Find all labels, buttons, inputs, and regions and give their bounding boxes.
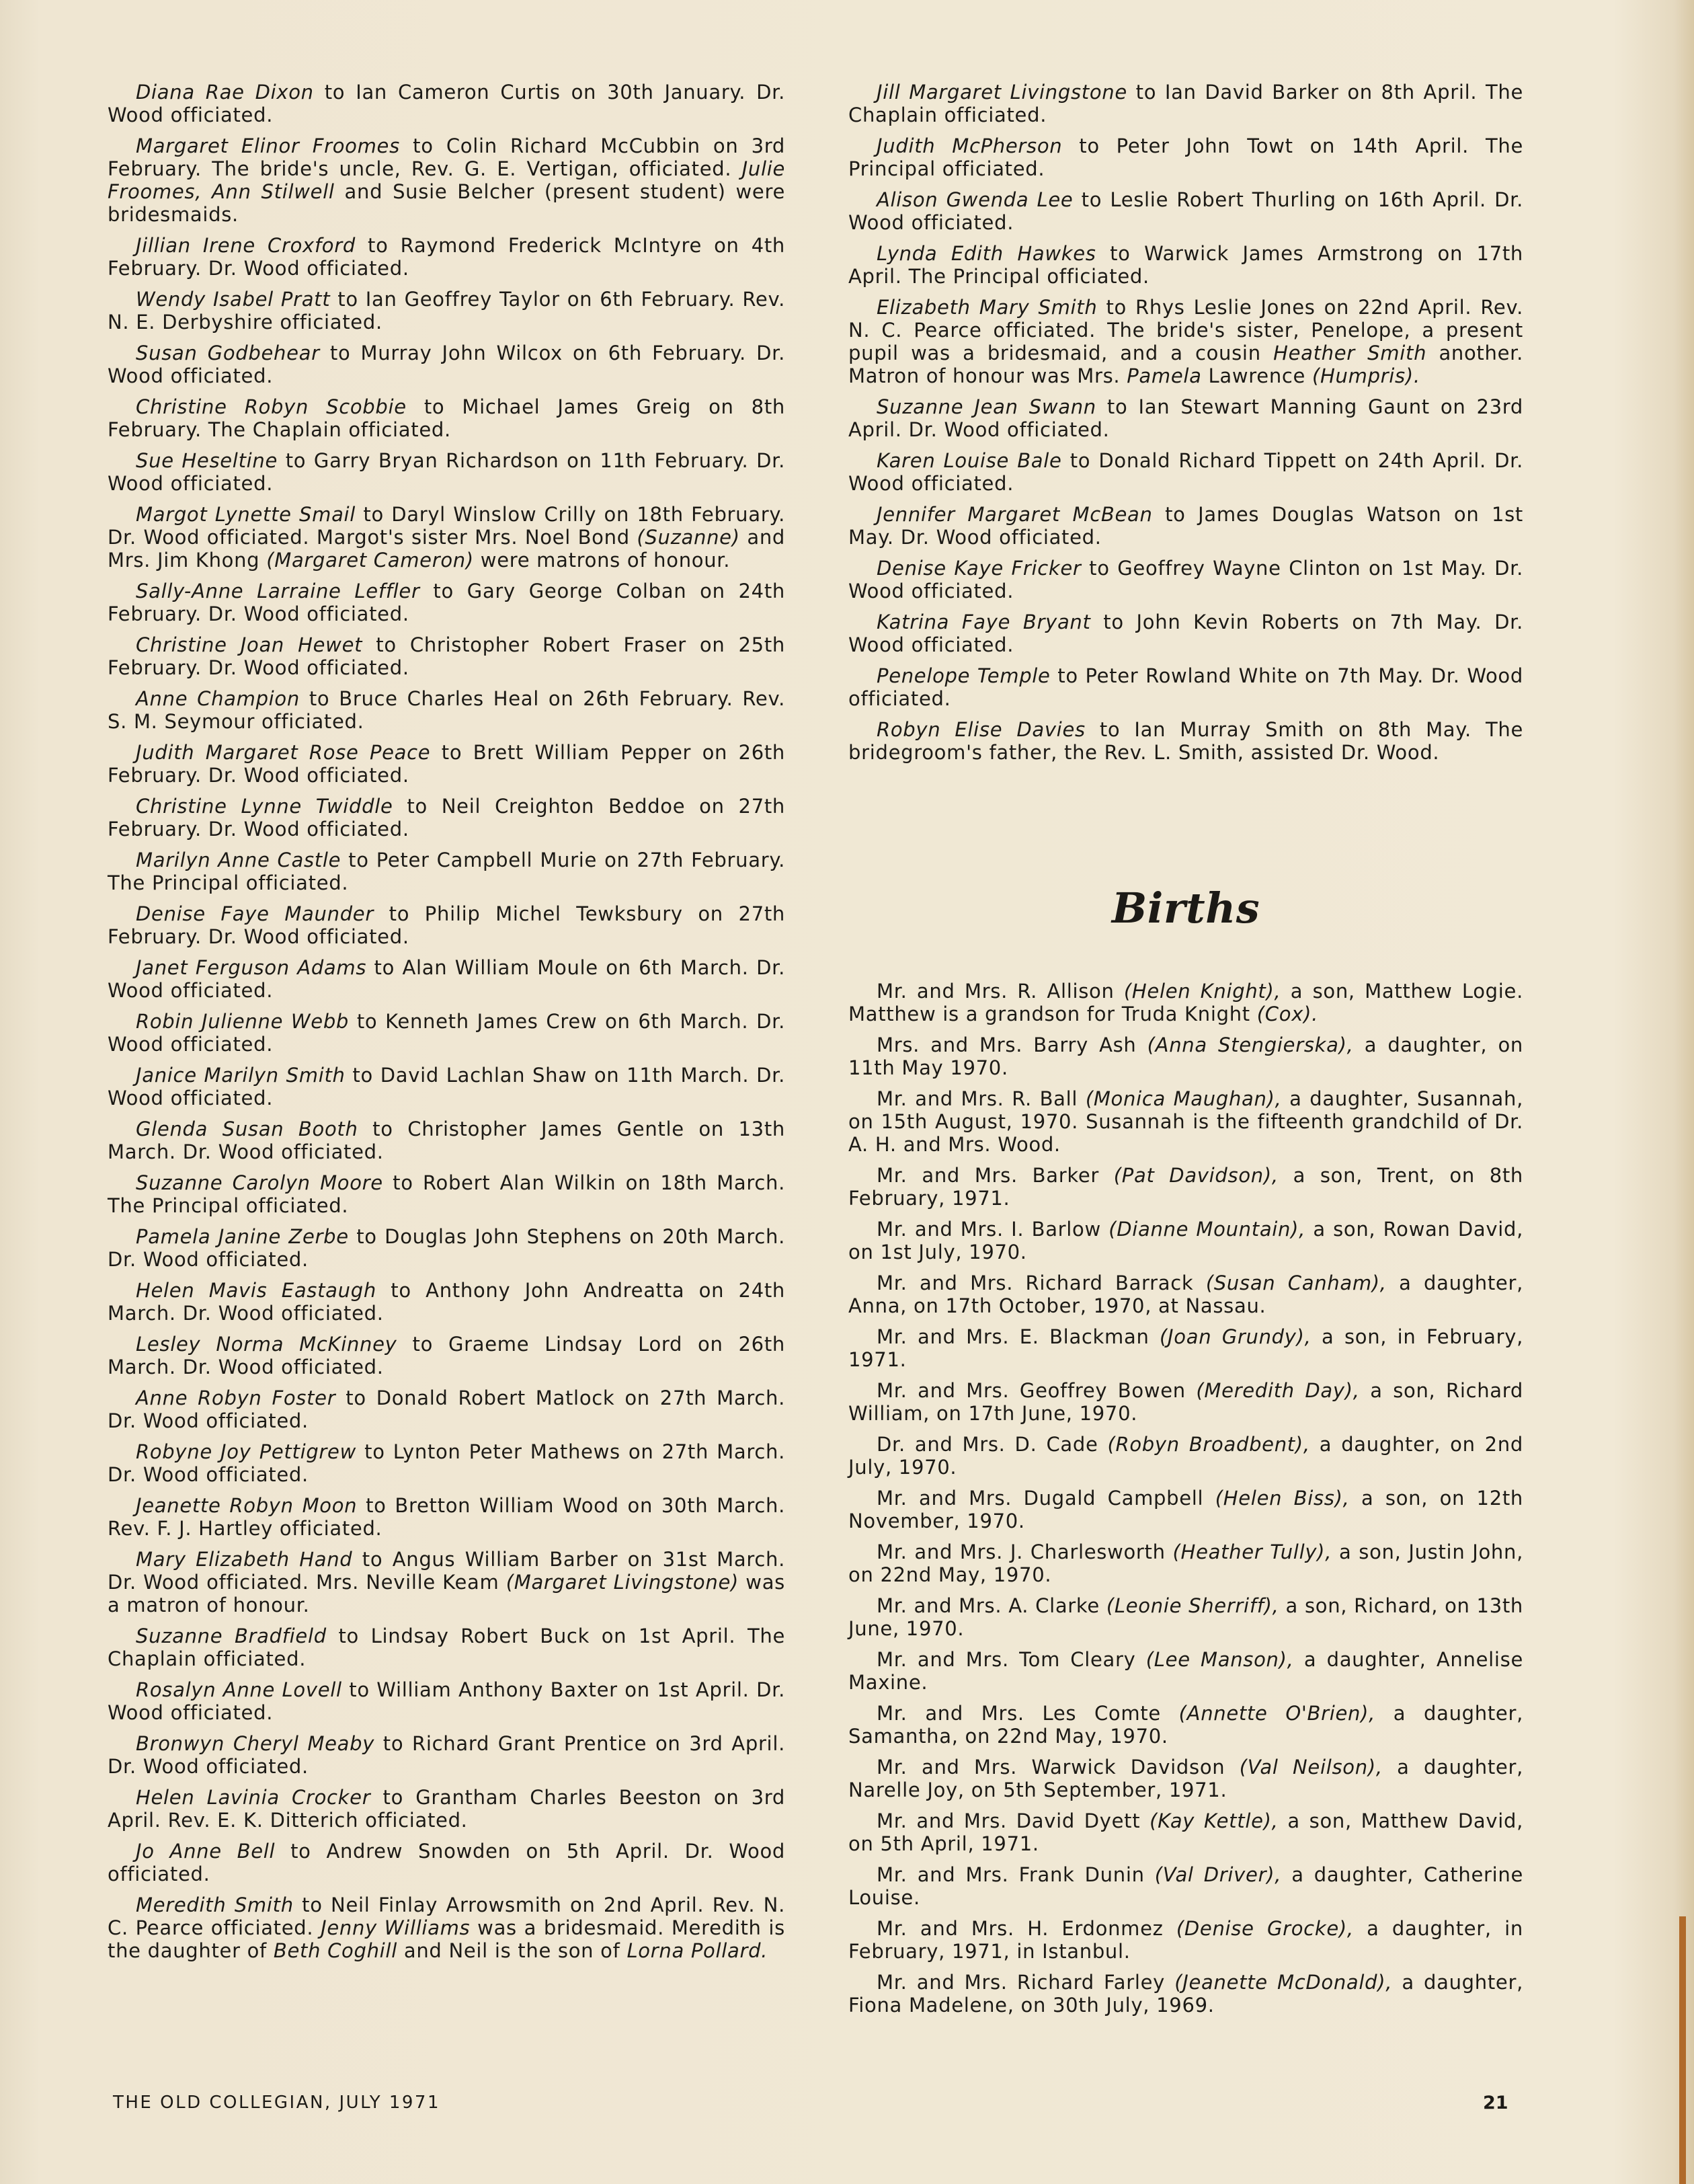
right-column — [848, 81, 1523, 2025]
entry-name-italic: Marilyn Anne Castle — [136, 849, 341, 871]
wedding-entry — [848, 664, 1523, 710]
entry-name-italic: Robin Julienne Webb — [136, 1010, 350, 1033]
entry-text: to Neil Finlay Arrowsmith on 2nd April. Rev. N. C. Pearce officiated. — [108, 1894, 785, 1939]
birth-entry — [848, 1809, 1523, 1855]
entry-name-italic: (Humpris). — [1312, 364, 1420, 387]
wedding-entry — [108, 1786, 785, 1832]
entry-name-italic: Anne Robyn Foster — [136, 1387, 336, 1409]
entry-text: to Michael James Greig on 8th February. The Chaplain officiated. — [108, 395, 785, 441]
birth-entry — [848, 1433, 1523, 1479]
wedding-entry — [848, 134, 1523, 180]
birth-entry — [848, 1218, 1523, 1263]
entry-text: to Ian Stewart Manning Gaunt on 23rd April. Dr. Wood officiated. — [848, 395, 1524, 441]
entry-text: a son, in February, 1971. — [848, 1325, 1523, 1371]
entry-name-italic: Christine Joan Hewet — [136, 633, 363, 656]
entry-name-italic: Margaret Elinor Froomes — [136, 134, 400, 157]
wedding-entry — [108, 1225, 785, 1271]
weddings-column-left — [108, 81, 785, 1970]
entry-name-italic: (Lee Manson), — [1145, 1648, 1294, 1671]
entry-name-italic: Jill Margaret Livingstone — [877, 81, 1127, 104]
entry-text: Mr. and Mrs. David Dyett — [877, 1809, 1150, 1832]
entry-text: to Ian Murray Smith on 8th May. The bridegroom's father, the Rev. L. Smith, assisted Dr. Wood. — [848, 718, 1523, 764]
entry-name-italic: (Val Neilson), — [1239, 1756, 1383, 1779]
entry-text: a son, Trent, on 8th February, 1971. — [848, 1164, 1524, 1210]
entry-name-italic: Judith Margaret Rose Peace — [136, 741, 431, 764]
entry-name-italic: (Val Driver), — [1154, 1863, 1282, 1886]
entry-name-italic: Meredith Smith — [136, 1894, 294, 1916]
entry-name-italic: Jenny Williams — [321, 1916, 471, 1939]
wedding-entry — [848, 395, 1523, 441]
entry-name-italic: Helen Mavis Eastaugh — [136, 1279, 376, 1302]
entry-text: Mr. and Mrs. H. Erdonmez — [877, 1917, 1176, 1940]
entry-name-italic: Rosalyn Anne Lovell — [136, 1678, 342, 1701]
wedding-entry — [108, 134, 785, 226]
entry-text: to Richard Grant Prentice on 3rd April. Dr. Wood officiated. — [108, 1732, 785, 1778]
wedding-entry — [848, 718, 1523, 764]
entry-text: Mr. and Mrs. R. Allison — [877, 980, 1124, 1003]
entry-name-italic: (Anna Stengierska), — [1147, 1034, 1354, 1056]
birth-entry — [848, 980, 1523, 1025]
entry-text: another. Matron of honour was Mrs. — [848, 342, 1524, 387]
entry-text: Mr. and Mrs. Frank Dunin — [877, 1863, 1155, 1886]
wedding-entry — [108, 580, 785, 625]
entry-text: to David Lachlan Shaw on 11th March. Dr. Wood officiated. — [108, 1064, 785, 1109]
entry-text: to Leslie Robert Thurling on 16th April. Dr. Wood officiated. — [848, 188, 1524, 234]
entry-text: to Gary George Colban on 24th February. Dr. Wood officiated. — [108, 580, 785, 625]
entry-name-italic: Suzanne Carolyn Moore — [136, 1171, 383, 1194]
entry-text: were matrons of honour. — [473, 549, 731, 572]
entry-name-italic: Robyne Joy Pettigrew — [136, 1440, 357, 1463]
entry-text: a daughter, on 2nd July, 1970. — [848, 1433, 1523, 1479]
page-number: 21 — [1483, 2093, 1508, 2113]
wedding-entry — [848, 296, 1523, 387]
entry-name-italic: (Jeanette McDonald), — [1174, 1971, 1393, 1994]
entry-name-italic: (Pat Davidson), — [1113, 1164, 1279, 1187]
entry-name-italic: Jennifer Margaret McBean — [877, 503, 1153, 526]
entry-text: a daughter, Narelle Joy, on 5th September, 1971. — [848, 1756, 1523, 1801]
wedding-entry — [108, 288, 785, 334]
wedding-entry — [108, 795, 785, 841]
birth-entry — [848, 1917, 1523, 1963]
wedding-entry — [108, 956, 785, 1002]
entry-text: to William Anthony Baxter on 1st April. Dr. Wood officiated. — [108, 1678, 785, 1724]
entry-text: to Peter Campbell Murie on 27th February. The Principal officiated. — [108, 849, 785, 894]
wedding-entry — [108, 687, 785, 733]
wedding-entry — [108, 1894, 785, 1962]
birth-entry — [848, 1594, 1523, 1640]
entry-text: to Donald Robert Matlock on 27th March. Dr. Wood officiated. — [108, 1387, 785, 1432]
entry-name-italic: (Annette O'Brien), — [1178, 1702, 1376, 1725]
wedding-entry — [108, 1678, 785, 1724]
entry-text: Lawrence — [1201, 364, 1313, 387]
entry-text: Mr. and Mrs. I. Barlow — [877, 1218, 1109, 1241]
wedding-entry — [108, 503, 785, 572]
birth-entry — [848, 1540, 1523, 1586]
entry-text: to Bruce Charles Heal on 26th February. Rev. S. M. Seymour officiated. — [108, 687, 785, 733]
entry-name-italic: Suzanne Jean Swann — [877, 395, 1096, 418]
entry-name-italic: Alison Gwenda Lee — [877, 188, 1074, 211]
wedding-entry — [848, 81, 1523, 126]
entry-text: to Douglas John Stephens on 20th March. Dr. Wood officiated. — [108, 1225, 785, 1271]
entry-text: Dr. and Mrs. D. Cade — [877, 1433, 1108, 1456]
entry-name-italic: Janice Marilyn Smith — [136, 1064, 346, 1087]
entry-name-italic: Sue Heseltine — [136, 449, 278, 472]
entry-name-italic: Pamela Janine Zerbe — [136, 1225, 349, 1248]
entry-name-italic: (Cox). — [1256, 1003, 1318, 1025]
entry-name-italic: Christine Robyn Scobbie — [136, 395, 407, 418]
wedding-entry — [108, 1625, 785, 1670]
entry-text: to Geoffrey Wayne Clinton on 1st May. Dr. Wood officiated. — [848, 557, 1523, 602]
entry-name-italic: (Susan Canham), — [1205, 1272, 1387, 1294]
entry-text: and Susie Belcher (present student) were bridesmaids. — [108, 180, 785, 226]
entry-text: Mr. and Mrs. Tom Cleary — [877, 1648, 1146, 1671]
entry-text: to Lynton Peter Mathews on 27th March. Dr. Wood officiated. — [108, 1440, 785, 1486]
entry-text: to Bretton William Wood on 30th March. Rev. F. J. Hartley officiated. — [108, 1494, 785, 1540]
birth-entry — [848, 1379, 1523, 1425]
entry-text: to Christopher James Gentle on 13th March. Dr. Wood officiated. — [108, 1118, 785, 1163]
entry-text: a daughter, Samantha, on 22nd May, 1970. — [848, 1702, 1523, 1748]
entry-text: to Lindsay Robert Buck on 1st April. The Chaplain officiated. — [108, 1625, 785, 1670]
birth-entry — [848, 1863, 1523, 1909]
entry-name-italic: Sally-Anne Larraine Leffler — [136, 580, 420, 602]
entry-text: a son, Rowan David, on 1st July, 1970. — [848, 1218, 1524, 1263]
wedding-entry — [108, 81, 785, 126]
wedding-entry — [108, 1548, 785, 1616]
wedding-entry — [108, 234, 785, 280]
entry-name-italic: Jeanette Robyn Moon — [136, 1494, 358, 1517]
entry-name-italic: (Helen Knight), — [1123, 980, 1281, 1003]
birth-entry — [848, 1702, 1523, 1748]
birth-entry — [848, 1325, 1523, 1371]
entry-text: was a bridesmaid. Meredith is the daughter of — [108, 1916, 785, 1962]
entry-text: a son, Justin John, on 22nd May, 1970. — [848, 1540, 1524, 1586]
wedding-entry — [108, 449, 785, 495]
entry-text: to Peter John Towt on 14th April. The Principal officiated. — [848, 134, 1523, 180]
entry-text: to Graeme Lindsay Lord on 26th March. Dr. Wood officiated. — [108, 1333, 785, 1378]
entry-text: a son, on 12th November, 1970. — [848, 1487, 1524, 1532]
entry-name-italic: Heather Smith — [1273, 342, 1427, 364]
wedding-entry — [108, 1440, 785, 1486]
wedding-entry — [108, 395, 785, 441]
entry-name-italic: Bronwyn Cheryl Meaby — [136, 1732, 375, 1755]
wedding-entry — [108, 342, 785, 387]
entry-text: to Neil Creighton Beddoe on 27th February. Dr. Wood officiated. — [108, 795, 785, 841]
entry-name-italic: (Robyn Broadbent), — [1107, 1433, 1310, 1456]
entry-text: a son, Matthew David, on 5th April, 1971. — [848, 1809, 1523, 1855]
entry-text: to Murray John Wilcox on 6th February. Dr. Wood officiated. — [108, 342, 786, 387]
entry-text: to John Kevin Roberts on 7th May. Dr. Wood officiated. — [848, 611, 1523, 656]
entry-name-italic: Wendy Isabel Pratt — [136, 288, 331, 311]
wedding-entry — [848, 503, 1523, 549]
wedding-entry — [108, 1118, 785, 1163]
entry-name-italic: (Suzanne) — [637, 526, 740, 549]
births-list — [848, 980, 1523, 2017]
entry-text: to Alan William Moule on 6th March. Dr. Wood officiated. — [108, 956, 785, 1002]
wedding-entry — [108, 741, 785, 787]
entry-name-italic: Denise Faye Maunder — [136, 902, 374, 925]
entry-text: a son, Richard William, on 17th June, 1970. — [848, 1379, 1524, 1425]
entry-name-italic: (Meredith Day), — [1196, 1379, 1360, 1402]
entry-text: a daughter, Fiona Madelene, on 30th July, 1969. — [848, 1971, 1523, 2017]
entry-name-italic: Christine Lynne Twiddle — [136, 795, 393, 818]
entry-text: a daughter, on 11th May 1970. — [848, 1034, 1524, 1079]
publication-footer: THE OLD COLLEGIAN, JULY 1971 — [113, 2093, 441, 2113]
entry-name-italic: Beth Coghill — [273, 1939, 397, 1962]
wedding-entry — [848, 449, 1523, 495]
entry-name-italic: Elizabeth Mary Smith — [877, 296, 1098, 319]
entry-text: to Ian Cameron Curtis on 30th January. Dr. Wood officiated. — [108, 81, 785, 126]
birth-entry — [848, 1272, 1523, 1317]
wedding-entry — [108, 1279, 785, 1325]
entry-text: to Robert Alan Wilkin on 18th March. The Principal officiated. — [108, 1171, 786, 1217]
entry-text: a daughter, Susannah, on 15th August, 1970. Susannah is the fifteenth grandchild of Dr. A. H. and Mrs. Wood. — [848, 1087, 1523, 1156]
entry-name-italic: Penelope Temple — [877, 664, 1051, 687]
wedding-entry — [108, 1387, 785, 1432]
entry-name-italic: Denise Kaye Fricker — [877, 557, 1082, 580]
entry-name-italic: Karen Louise Bale — [877, 449, 1062, 472]
entry-text: Mr. and Mrs. J. Charlesworth — [877, 1540, 1173, 1563]
entry-name-italic: (Margaret Livingstone) — [506, 1571, 739, 1594]
entry-text: to Angus William Barber on 31st March. Dr. Wood officiated. Mrs. Neville Keam — [108, 1548, 785, 1594]
entry-name-italic: Lorna Pollard. — [627, 1939, 768, 1962]
wedding-entry — [108, 1333, 785, 1378]
entry-text: and Neil is the son of — [397, 1939, 627, 1962]
entry-name-italic: Anne Champion — [136, 687, 300, 710]
entry-name-italic: Diana Rae Dixon — [136, 81, 314, 104]
entry-name-italic: Jillian Irene Croxford — [136, 234, 356, 257]
entry-text: to Daryl Winslow Crilly on 18th February. Dr. Wood officiated. Margot's sister Mrs. Noel Bond — [108, 503, 785, 549]
entry-text: a son, Matthew Logie. Matthew is a grandson for Truda Knight — [848, 980, 1523, 1025]
entry-name-italic: Pamela — [1127, 364, 1202, 387]
entry-name-italic: Julie Froomes, Ann Stilwell — [108, 157, 785, 203]
entry-text: Mr. and Mrs. R. Ball — [877, 1087, 1086, 1110]
entry-text: a daughter, Annelise Maxine. — [848, 1648, 1523, 1694]
entry-name-italic: Judith McPherson — [877, 134, 1063, 157]
birth-entry — [848, 1487, 1523, 1532]
entry-name-italic: Glenda Susan Booth — [136, 1118, 358, 1140]
wedding-entry — [848, 188, 1523, 234]
wedding-entry — [108, 902, 785, 948]
wedding-entry — [848, 557, 1523, 602]
entry-text: to Andrew Snowden on 5th April. Dr. Wood officiated. — [108, 1840, 785, 1885]
wedding-entry — [848, 611, 1523, 656]
wedding-entry — [108, 1732, 785, 1778]
entry-text: Mr. and Mrs. Les Comte — [877, 1702, 1179, 1725]
wedding-entry — [108, 1064, 785, 1109]
entry-name-italic: Lynda Edith Hawkes — [877, 242, 1096, 265]
entry-name-italic: (Joan Grundy), — [1160, 1325, 1312, 1348]
entry-text: Mr. and Mrs. Dugald Campbell — [877, 1487, 1215, 1510]
entry-name-italic: Suzanne Bradfield — [136, 1625, 327, 1647]
entry-text: to Kenneth James Crew on 6th March. Dr. Wood officiated. — [108, 1010, 785, 1056]
entry-name-italic: (Leonie Sherriff), — [1106, 1594, 1279, 1617]
entry-name-italic: Mary Elizabeth Hand — [136, 1548, 353, 1571]
entry-text: a son, Richard, on 13th June, 1970. — [848, 1594, 1524, 1640]
entry-text: a daughter, Anna, on 17th October, 1970, at Nassau. — [848, 1272, 1524, 1317]
entry-text: Mr. and Mrs. E. Blackman — [877, 1325, 1160, 1348]
entry-text: to Brett William Pepper on 26th February. Dr. Wood officiated. — [108, 741, 786, 787]
entry-name-italic: (Heather Tully), — [1172, 1540, 1332, 1563]
entry-text: Mr. and Mrs. Geoffrey Bowen — [877, 1379, 1197, 1402]
entry-text: to James Douglas Watson on 1st May. Dr. Wood officiated. — [848, 503, 1523, 549]
births-heading: Births — [1111, 884, 1260, 933]
entry-text: Mr. and Mrs. Warwick Davidson — [877, 1756, 1240, 1779]
entry-text: to Peter Rowland White on 7th May. Dr. Wood officiated. — [848, 664, 1523, 710]
entry-text: Mr. and Mrs. Barker — [877, 1164, 1114, 1187]
entry-text: Mr. and Mrs. Richard Farley — [877, 1971, 1175, 1994]
wedding-entry — [848, 242, 1523, 288]
entry-text: Mrs. and Mrs. Barry Ash — [877, 1034, 1147, 1056]
birth-entry — [848, 1164, 1523, 1210]
page-edge-stripe — [1679, 1916, 1686, 2184]
entry-name-italic: Robyn Elise Davies — [877, 718, 1086, 741]
wedding-entry — [108, 1494, 785, 1540]
entry-text: to Rhys Leslie Jones on 22nd April. Rev. N. C. Pearce officiated. The bride's sister, Penelope, a present pupil was a bridesmaid, and a cousin — [848, 296, 1523, 364]
entry-name-italic: Janet Ferguson Adams — [136, 956, 367, 979]
birth-entry — [848, 1971, 1523, 2017]
entry-name-italic: (Helen Biss), — [1215, 1487, 1350, 1510]
entry-text: and Mrs. Jim Khong — [108, 526, 786, 572]
entry-name-italic: (Dianne Mountain), — [1108, 1218, 1306, 1241]
entry-text: to Donald Richard Tippett on 24th April. Dr. Wood officiated. — [848, 449, 1523, 495]
entry-text: to Ian David Barker on 8th April. The Chaplain officiated. — [848, 81, 1523, 126]
birth-entry — [848, 1648, 1523, 1694]
entry-name-italic: Helen Lavinia Crocker — [136, 1786, 371, 1809]
entry-text: Mr. and Mrs. Richard Barrack — [877, 1272, 1206, 1294]
wedding-entry — [108, 1840, 785, 1885]
entry-text: to Warwick James Armstrong on 17th April. The Principal officiated. — [848, 242, 1524, 288]
entry-text: to Ian Geoffrey Taylor on 6th February. Rev. N. E. Derbyshire officiated. — [108, 288, 785, 334]
entry-name-italic: Katrina Faye Bryant — [877, 611, 1091, 633]
entry-name-italic: (Margaret Cameron) — [266, 549, 474, 572]
entry-name-italic: (Monica Maughan), — [1085, 1087, 1282, 1110]
entry-text: to Raymond Frederick McIntyre on 4th February. Dr. Wood officiated. — [108, 234, 785, 280]
entry-text: to Anthony John Andreatta on 24th March. Dr. Wood officiated. — [108, 1279, 786, 1325]
entry-text: to Philip Michel Tewksbury on 27th February. Dr. Wood officiated. — [108, 902, 785, 948]
entry-text: a daughter, in February, 1971, in Istanbul. — [848, 1917, 1523, 1963]
wedding-entry — [108, 1171, 785, 1217]
wedding-entry — [108, 1010, 785, 1056]
entry-name-italic: (Kay Kettle), — [1150, 1809, 1279, 1832]
weddings-column-right — [848, 81, 1523, 764]
entry-name-italic: Margot Lynette Smail — [136, 503, 356, 526]
entry-name-italic: Susan Godbehear — [136, 342, 320, 364]
entry-name-italic: (Denise Grocke), — [1176, 1917, 1354, 1940]
birth-entry — [848, 1087, 1523, 1156]
entry-text: Mr. and Mrs. A. Clarke — [877, 1594, 1106, 1617]
entry-text: a daughter, Catherine Louise. — [848, 1863, 1523, 1909]
entry-text: to Grantham Charles Beeston on 3rd April. Rev. E. K. Ditterich officiated. — [108, 1786, 785, 1832]
birth-entry — [848, 1756, 1523, 1801]
entry-text: to Colin Richard McCubbin on 3rd February. The bride's uncle, Rev. G. E. Vertigan, officiated. — [108, 134, 786, 180]
wedding-entry — [108, 633, 785, 679]
entry-text: to Garry Bryan Richardson on 11th February. Dr. Wood officiated. — [108, 449, 785, 495]
entry-text: to Christopher Robert Fraser on 25th February. Dr. Wood officiated. — [108, 633, 785, 679]
wedding-entry — [108, 849, 785, 894]
entry-text: was a matron of honour. — [108, 1571, 785, 1616]
entry-name-italic: Jo Anne Bell — [136, 1840, 276, 1863]
entry-name-italic: Lesley Norma McKinney — [136, 1333, 397, 1356]
birth-entry — [848, 1034, 1523, 1079]
